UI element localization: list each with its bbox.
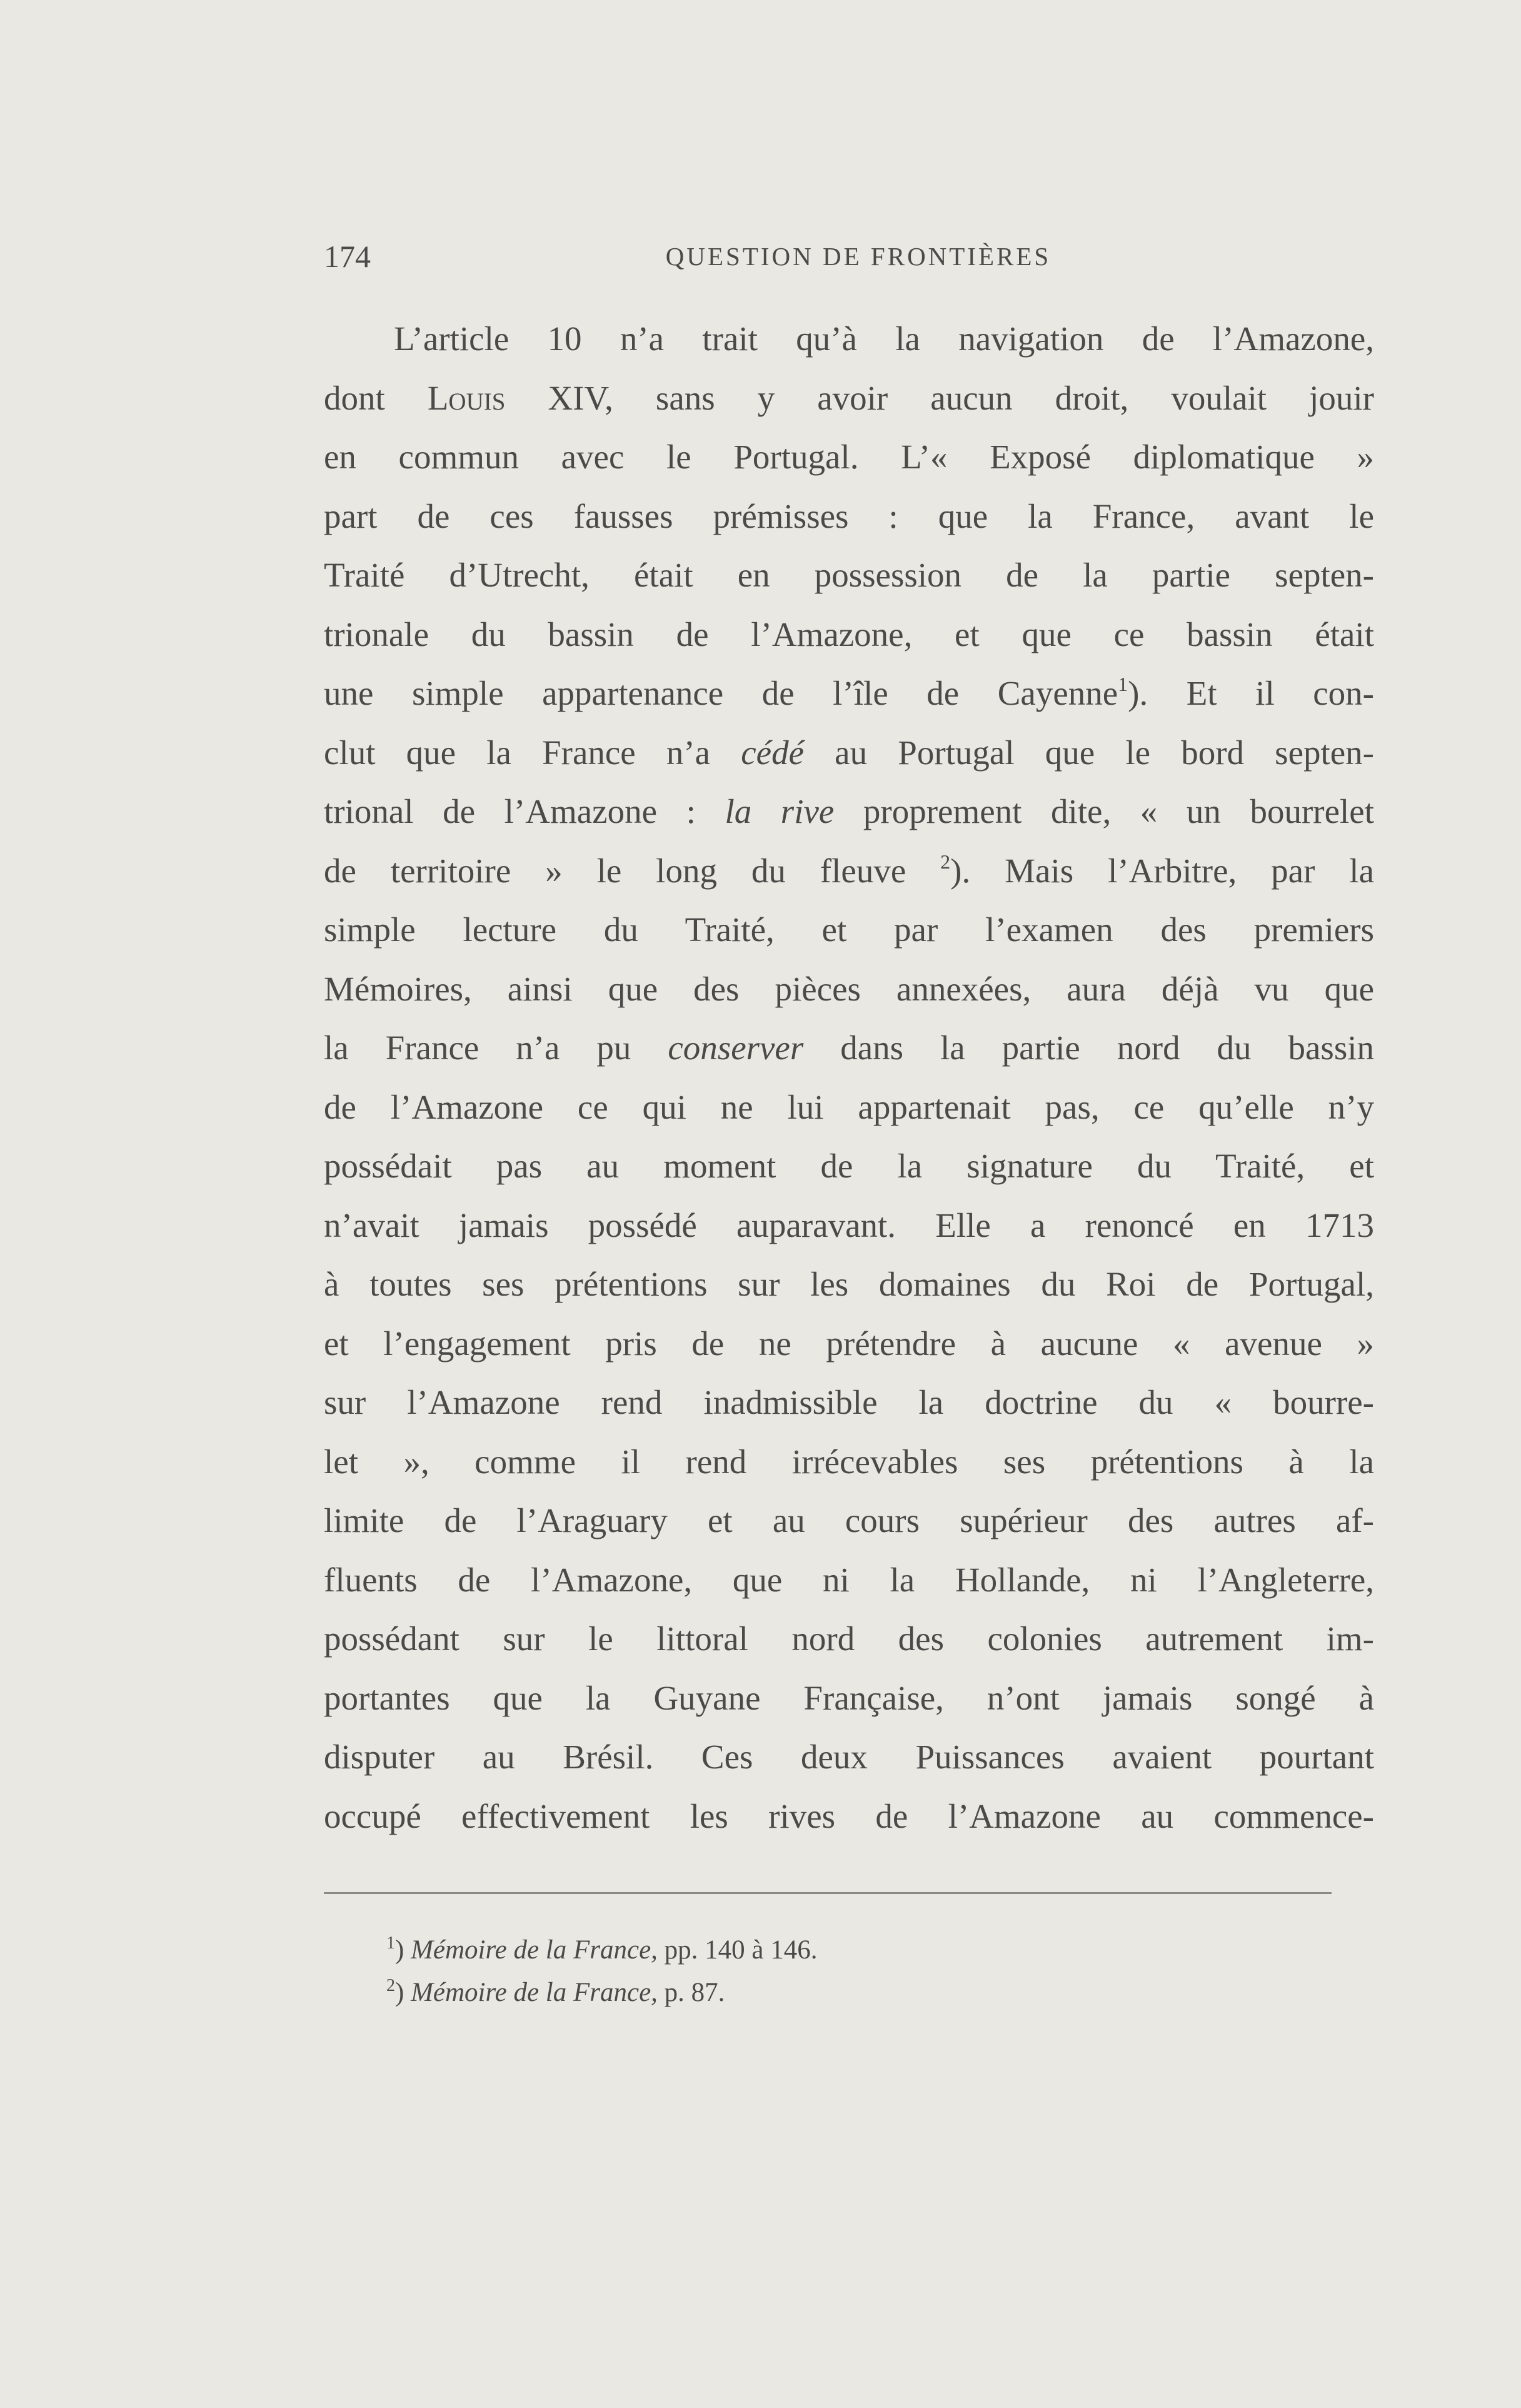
text-line: et l’engagement pris de ne prétendre à aucune « avenue » <box>324 1324 1374 1363</box>
page-number: 174 <box>324 239 371 274</box>
text-line: portantes que la Guyane Française, n’ont jamais songé à <box>324 1678 1374 1717</box>
text-line: n’avait jamais possédé auparavant. Elle a renoncé en 1713 <box>324 1206 1374 1244</box>
italic-word: cédé <box>741 733 804 772</box>
text-line: clut que la France n’a cédé au Portugal que le bord septen- <box>324 733 1374 772</box>
text-line: la France n’a pu conserver dans la partie nord du bassin <box>324 1029 1374 1067</box>
footnote-ref-1: 1 <box>1118 673 1128 695</box>
text-line: occupé effectivement les rives de l’Amazone au commence- <box>324 1796 1374 1835</box>
text-line: Traité d’Utrecht, était en possession de la partie septen- <box>324 556 1374 594</box>
text-line: Mémoires, ainsi que des pièces annexées, aura déjà vu que <box>324 969 1374 1008</box>
footnote-1: $^1$) Mémoire de la France, pp. 140 à 146. <box>386 1933 818 1965</box>
text-line: à toutes ses prétentions sur les domaines du Roi de Portugal, <box>324 1265 1374 1303</box>
small-caps-name: Louis <box>427 378 506 417</box>
text-line: disputer au Brésil. Ces deux Puissances avaient pourtant <box>324 1738 1374 1776</box>
text-line: trionale du bassin de l’Amazone, et que ce bassin était <box>324 615 1374 653</box>
text-line: de territoire » le long du fleuve $^2$). Mais l’Arbitre, par la <box>324 850 1374 890</box>
text-line: limite de l’Araguary et au cours supérieur des autres af- <box>324 1501 1374 1539</box>
text-line: une simple appartenance de l’île de Cayenne$^1$). Et il con- <box>324 673 1374 712</box>
footnote-divider <box>324 1892 1332 1894</box>
text-line: dont Louis XIV, sans y avoir aucun droit, voulait jouir <box>324 378 1374 417</box>
body-text <box>324 310 1374 1846</box>
text-line: simple lecture du Traité, et par l’examen des premiers <box>324 910 1374 949</box>
italic-word: conserver <box>668 1029 804 1067</box>
running-title: QUESTION DE FRONTIÈRES <box>665 242 1052 271</box>
text-line: trional de l’Amazone : la rive proprement dite, « un bourrelet <box>324 792 1374 830</box>
text-line: possédant sur le littoral nord des colonies autrement im- <box>324 1620 1374 1658</box>
text-line: let », comme il rend irrécevables ses prétentions à la <box>324 1442 1374 1481</box>
text-line: en commun avec le Portugal. L’« Exposé diplomatique » <box>324 438 1374 476</box>
text-line: de l’Amazone ce qui ne lui appartenait pas, ce qu’elle n’y <box>324 1087 1374 1126</box>
text-line: sur l’Amazone rend inadmissible la doctrine du « bourre- <box>324 1383 1374 1421</box>
italic-word: la rive <box>725 792 835 830</box>
text-line: part de ces fausses prémisses : que la France, avant le <box>324 496 1374 535</box>
text-line: L’article 10 n’a trait qu’à la navigation de l’Amazone, <box>394 320 1374 358</box>
running-head <box>324 234 1374 278</box>
text-line: possédait pas au moment de la signature du Traité, et <box>324 1147 1374 1185</box>
text-line: fluents de l’Amazone, que ni la Hollande, ni l’Angleterre, <box>324 1560 1374 1599</box>
footnote-ref-2: 2 <box>940 850 951 873</box>
footnotes <box>386 1929 1324 2014</box>
footnote-2: $^2$) Mémoire de la France, p. 87. <box>386 1976 725 2007</box>
